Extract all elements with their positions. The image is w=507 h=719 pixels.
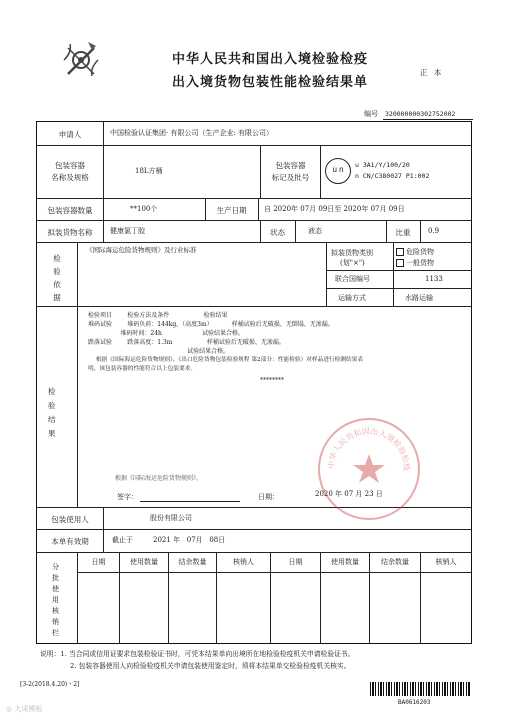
goods-type-label-1: 拟装货物类别 xyxy=(331,249,373,257)
result-label-text: 检验结果 xyxy=(48,387,56,438)
conclusion-line-1: 根据《国际海运危险货物规则》、《出口危险货物包装检验规程 第2部分：性能检验》对样品进行检测结果表 xyxy=(96,357,364,363)
user-label: 包装使用人 xyxy=(51,515,89,524)
emblem-logo xyxy=(58,38,104,82)
goods-label: 拟装货物名称 xyxy=(47,228,93,237)
dangerous-label: 危险货物 xyxy=(406,248,434,256)
batch-col-7: 结余数量 xyxy=(381,558,409,566)
un-packaging-symbol xyxy=(325,158,351,184)
watermark-text: 大成模板 xyxy=(14,705,43,713)
title-line-2: 出入境货物包装性能检验结果单 xyxy=(171,75,368,90)
result-row-1: 堆码试验 堆码负荷：144kg，（高度3m） 样桶试验后无破损、无倒塌、无渗漏。 xyxy=(88,321,334,328)
batch-col-8: 核销人 xyxy=(435,558,457,566)
batch-label-text: 分批使用核销栏 xyxy=(52,563,59,637)
applicant-value: 中国检验认证集团· 有限公司（生产企业: 有限公司） xyxy=(110,129,274,137)
option-dangerous[interactable] xyxy=(396,248,434,257)
stamp-text: 中华人民共和国出入境检验检疫 xyxy=(326,426,412,472)
date-label: 日期： xyxy=(258,493,279,501)
applicant-label: 申请人 xyxy=(58,130,82,139)
copy-mark: 正 本 xyxy=(420,68,444,77)
un-no-label: 联合国编号 xyxy=(335,275,370,283)
result-row-3: 跌落试验 跌落高度：1.3m 样桶试验后无破损、无渗漏。 xyxy=(88,339,285,346)
state-value: 液态 xyxy=(308,227,322,235)
goods-value: 健康氯丁胶 xyxy=(110,227,145,235)
validity-value: 截止于 2021 年 07月 08日 xyxy=(112,536,226,544)
form-code: [3-2(2018.4.20)・2] xyxy=(20,681,80,688)
transport-label: 运输方式 xyxy=(338,294,366,302)
un-symbol-text: u n xyxy=(332,165,344,174)
batch-col-2: 使用数量 xyxy=(130,558,158,566)
container-name-label-2: 名称及规格 xyxy=(51,173,89,182)
sign-label: 签字： xyxy=(117,493,138,501)
batch-col-3: 结余数量 xyxy=(178,558,207,566)
goods-type-label-2: (划"×") xyxy=(340,259,365,267)
watermark-logo xyxy=(6,704,42,714)
conclusion-line-2: 明，该包装容器的性能符合以上包装要求。 xyxy=(88,366,197,372)
serial-label: 编号 xyxy=(364,110,378,118)
result-row-4: 试验结果合格。 xyxy=(88,348,230,355)
qty-value: **100个 xyxy=(130,205,158,213)
barcode xyxy=(370,682,470,696)
prod-date-label: 生产日期 xyxy=(216,206,247,215)
result-row-2: 堆码时间：24h 试验结果合格。 xyxy=(88,330,244,337)
user-value: 股份有限公司 xyxy=(110,514,193,522)
qty-label: 包装容器数量 xyxy=(47,206,93,215)
batch-col-5: 日期 xyxy=(288,558,303,566)
note-1: 说明：1. 当合同或信用证要求包装检验证书时，可凭本结果单向出境所在地检验检疫机关申请检验证书。 xyxy=(40,650,355,658)
watermark-icon: ◎ xyxy=(6,705,13,713)
title-line-1: 中华人民共和国出入境检验检疫 xyxy=(171,52,368,67)
batch-col-1: 日期 xyxy=(91,558,106,566)
sign-date: 2020 年 07 月 23 日 xyxy=(315,490,383,498)
container-mark-label-2: 标记及批号 xyxy=(271,173,310,182)
barcode-number: BA0616203 xyxy=(398,699,431,706)
container-name-value: 18L方桶 xyxy=(135,167,163,175)
batch-label xyxy=(52,562,68,639)
density-label: 比重 xyxy=(395,228,411,237)
official-seal-stamp xyxy=(318,418,420,520)
un-mark-line-1: u 3A1/Y/100/20 xyxy=(355,161,410,169)
batch-col-4: 核销人 xyxy=(233,558,254,566)
general-checkbox[interactable] xyxy=(396,259,404,267)
container-mark-label-1: 包装容器 xyxy=(275,161,306,170)
un-mark-line-2: n CN/C380027 P1:002 xyxy=(355,172,430,180)
result-label xyxy=(48,385,68,441)
note-2: 2. 包装容器使用人向检验检疫机关申请包装使用鉴定时，须将本结果单交检验检疫机关核实。 xyxy=(70,662,351,670)
transport-value: 水路运输 xyxy=(405,294,433,302)
serial-number: 320000000302752002 xyxy=(385,110,456,118)
state-label: 状态 xyxy=(270,228,285,237)
density-value: 0.9 xyxy=(428,227,440,235)
stars: ******** xyxy=(260,377,284,384)
basis-label-text: 检验依据 xyxy=(53,254,61,302)
dangerous-checkbox[interactable] xyxy=(396,248,404,256)
validity-label: 本单有效期 xyxy=(51,537,89,546)
basis-label xyxy=(40,252,74,304)
option-general[interactable] xyxy=(396,259,434,268)
prod-date-value: 自 2020年 07月 09日至 2020年 07月 09日 xyxy=(264,205,405,213)
result-header: 检验项目 检验方法及条件 检验结果 xyxy=(88,312,228,319)
container-name-label-1: 包装容器 xyxy=(55,161,85,170)
basis-value: 《国际海运危险货物规则》及行业标准 xyxy=(86,246,197,254)
batch-col-6: 使用数量 xyxy=(331,558,359,566)
general-label: 一般货物 xyxy=(406,259,434,267)
un-no-value: 1133 xyxy=(425,275,443,283)
conclusion-line-3: 根据《国际海运危险货物规则》， xyxy=(115,475,203,482)
